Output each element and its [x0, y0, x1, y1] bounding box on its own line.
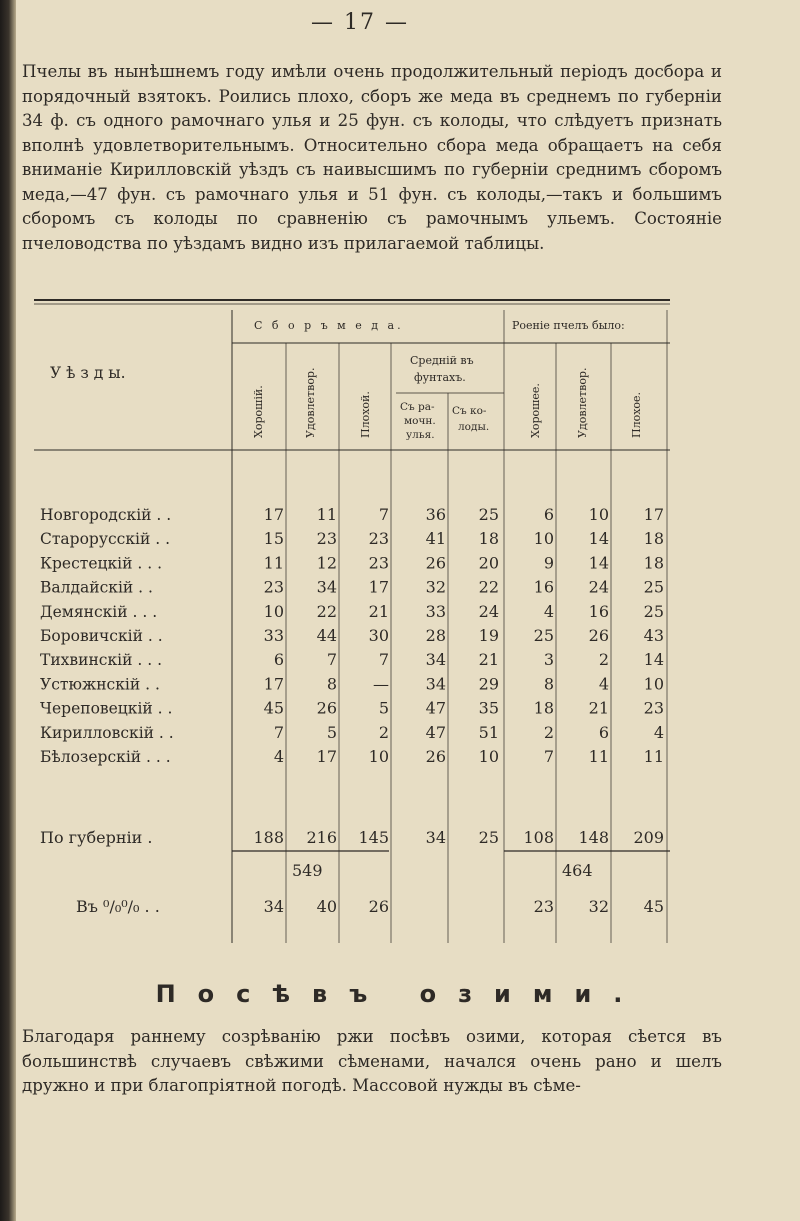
table-cell: 24: [478, 601, 499, 621]
table-cell: 6: [273, 650, 284, 670]
col-khoroshiy: Хорошій.: [252, 385, 265, 438]
total-cell: 145: [358, 828, 389, 847]
table-cell: 5: [326, 722, 337, 742]
table-cell: 23: [263, 577, 284, 597]
table-cell: 10: [643, 674, 664, 694]
table-cell: 26: [425, 747, 446, 766]
col-kolody-2: лоды.: [458, 421, 490, 433]
sum-roenie: 464: [562, 861, 593, 880]
table-cell: 2: [598, 650, 609, 670]
table-cell: 7: [378, 505, 389, 524]
district-name: Устюжнскій . .: [40, 675, 160, 694]
table-cell: 47: [425, 698, 446, 718]
district-name: Демянскій . . .: [40, 602, 158, 621]
table-cell: 26: [316, 698, 337, 718]
table-cell: 25: [533, 626, 554, 645]
table-cell: 10: [478, 747, 499, 766]
table-cell: 10: [263, 601, 284, 621]
district-name: Валдайскій . .: [40, 578, 153, 597]
district-name: Кирилловскій . .: [40, 723, 174, 742]
total-cell: 34: [425, 828, 446, 847]
col-plokhoe: Плохое.: [630, 391, 643, 438]
percent-cell: 26: [368, 897, 389, 916]
district-name: Крестецкій . . .: [40, 554, 163, 573]
col-udovletvor: Удовлетвор.: [304, 367, 317, 438]
total-cell: 188: [253, 828, 284, 847]
table-cell: 21: [588, 698, 609, 718]
table-cell: 47: [425, 722, 446, 742]
total-cell: 216: [306, 828, 337, 847]
table-cell: 8: [543, 674, 554, 694]
percent-cell: 34: [263, 897, 284, 916]
table-cell: 45: [263, 698, 284, 718]
table-cell: 7: [273, 722, 284, 742]
district-name: Старорусскій . .: [40, 530, 171, 549]
district-name: Череповецкій . .: [40, 699, 173, 718]
table-cell: 11: [588, 747, 609, 766]
table-cell: 14: [588, 553, 609, 573]
table-cell: 34: [425, 674, 446, 694]
district-name: Бѣлозерскій . . .: [40, 748, 171, 766]
table-grid: [34, 298, 670, 953]
percent-cell: 23: [533, 897, 554, 916]
table-cell: —: [373, 674, 389, 694]
table-cell: 18: [478, 529, 499, 549]
col-plokhoy: Плохой.: [359, 391, 372, 438]
table-cell: 25: [478, 505, 499, 524]
table-cell: 6: [543, 505, 554, 524]
table-cell: 4: [598, 674, 609, 694]
uezdy-header: У ѣ з д ы.: [50, 364, 126, 382]
table-cell: 51: [478, 722, 499, 742]
district-name: Боровичскій . .: [40, 627, 163, 645]
sum-sbor: 549: [292, 861, 323, 880]
district-name: Тихвинскій . . .: [40, 651, 163, 670]
total-label: По губерніи .: [40, 828, 153, 847]
table-cell: 4: [653, 722, 664, 742]
honey-harvest-table: [34, 298, 670, 953]
table-cell: 23: [643, 698, 664, 718]
table-cell: 21: [478, 650, 499, 670]
table-cell: 30: [368, 626, 389, 645]
table-cell: 4: [273, 747, 284, 766]
total-cell: 108: [523, 828, 554, 847]
percent-cell: 40: [316, 897, 337, 916]
table-cell: 7: [543, 747, 554, 766]
table-cell: 23: [368, 529, 389, 549]
table-cell: 9: [543, 553, 554, 573]
table-cell: 14: [643, 650, 664, 670]
table-cell: 34: [316, 577, 337, 597]
intro-paragraph: Пчелы въ нынѣшнемъ году имѣли очень продолжительный періодъ досбора и порядочный взятокъ. Роились плохо, сборъ же меда въ среднемъ по губерніи 34 ф. съ одного рамочнаго улья и 25 фун. съ колоды, что слѣдуетъ признать вполнѣ удовлетворительнымъ. Относительно сбора меда обращаетъ на себя вниманіе Кирилловскій уѣздъ съ наивысшимъ по губерніи среднимъ сборомъ меда,—47 фун. съ рамочнаго улья и 51 фун. съ колоды,—такъ и большимъ сборомъ съ колоды по сравненію съ рамочнымъ ульемъ. Состояніе пчеловодства по уѣздамъ видно изъ прилагаемой таблицы.: [22, 62, 722, 253]
table-cell: 34: [425, 650, 446, 670]
table-cell: 22: [316, 601, 337, 621]
table-cell: 32: [425, 577, 446, 597]
table-cell: 7: [378, 650, 389, 670]
table-cell: 20: [478, 553, 499, 573]
table-cell: 2: [543, 722, 554, 742]
page-number: — 17 —: [311, 10, 409, 35]
table-cell: 17: [263, 505, 284, 524]
table-cell: 25: [643, 577, 664, 597]
table-cell: 24: [588, 577, 609, 597]
sbor-header: С б о р ъ м е д а.: [254, 319, 404, 332]
col-ramochn-3: улья.: [406, 429, 435, 441]
table-cell: 7: [326, 650, 337, 670]
table-cell: 43: [643, 626, 664, 645]
table-cell: 11: [643, 747, 664, 766]
table-cell: 41: [425, 529, 446, 549]
total-cell: 25: [478, 828, 499, 847]
sredniy-header-1: Средній въ: [410, 354, 474, 367]
table-cell: 10: [368, 747, 389, 766]
table-cell: 26: [425, 553, 446, 573]
table-cell: 19: [478, 626, 499, 645]
table-cell: 12: [316, 553, 337, 573]
table-cell: 36: [425, 505, 446, 524]
table-cell: 10: [533, 529, 554, 549]
table-cell: 33: [263, 626, 284, 645]
table-cell: 44: [316, 626, 337, 645]
table-cell: 14: [588, 529, 609, 549]
table-cell: 11: [316, 505, 337, 524]
table-cell: 4: [543, 601, 554, 621]
table-cell: 26: [588, 626, 609, 645]
table-cell: 33: [425, 601, 446, 621]
table-cell: 5: [378, 698, 389, 718]
table-cell: 11: [263, 553, 284, 573]
table-cell: 22: [478, 577, 499, 597]
district-name: Новгородскій . .: [40, 506, 172, 524]
table-cell: 6: [598, 722, 609, 742]
table-cell: 25: [643, 601, 664, 621]
percent-cell: 45: [643, 897, 664, 916]
col-kolody-1: Съ ко-: [452, 405, 487, 417]
col-khoroshee: Хорошее.: [529, 383, 542, 438]
table-cell: 16: [588, 601, 609, 621]
col-udovletvor2: Удовлетвор.: [576, 367, 589, 438]
table-cell: 28: [425, 626, 446, 645]
table-cell: 16: [533, 577, 554, 597]
table-cell: 21: [368, 601, 389, 621]
table-cell: 17: [316, 747, 337, 766]
table-cell: 23: [368, 553, 389, 573]
table-cell: 15: [263, 529, 284, 549]
total-cell: 209: [633, 828, 664, 847]
table-cell: 17: [643, 505, 664, 524]
table-cell: 8: [326, 674, 337, 694]
section-title: Посѣвъ озими.: [155, 980, 645, 1008]
book-spine-shadow: [0, 0, 16, 1221]
table-cell: 3: [543, 650, 554, 670]
col-ramochn-1: Съ ра-: [400, 401, 435, 413]
roenie-header: Роеніе пчелъ было:: [512, 319, 625, 332]
table-cell: 17: [263, 674, 284, 694]
col-ramochn-2: мочн.: [404, 415, 436, 427]
total-cell: 148: [578, 828, 609, 847]
table-cell: 2: [378, 722, 389, 742]
table-cell: 10: [588, 505, 609, 524]
table-cell: 23: [316, 529, 337, 549]
sredniy-header-2: фунтахъ.: [414, 371, 466, 384]
table-cell: 17: [368, 577, 389, 597]
table-cell: 18: [643, 529, 664, 549]
table-cell: 29: [478, 674, 499, 694]
table-cell: 35: [478, 698, 499, 718]
bottom-paragraph: Благодаря раннему созрѣванію ржи посѣвъ озими, которая сѣется въ большинствѣ случаевъ свѣжими сѣменами, начался очень рано и шелъ дружно и при благопріятной погодѣ. Массовой нужды въ сѣме-: [22, 1027, 722, 1095]
percent-label: Въ ⁰/₀⁰/₀ . .: [76, 897, 160, 916]
percent-cell: 32: [588, 897, 609, 916]
table-cell: 18: [533, 698, 554, 718]
table-cell: 18: [643, 553, 664, 573]
